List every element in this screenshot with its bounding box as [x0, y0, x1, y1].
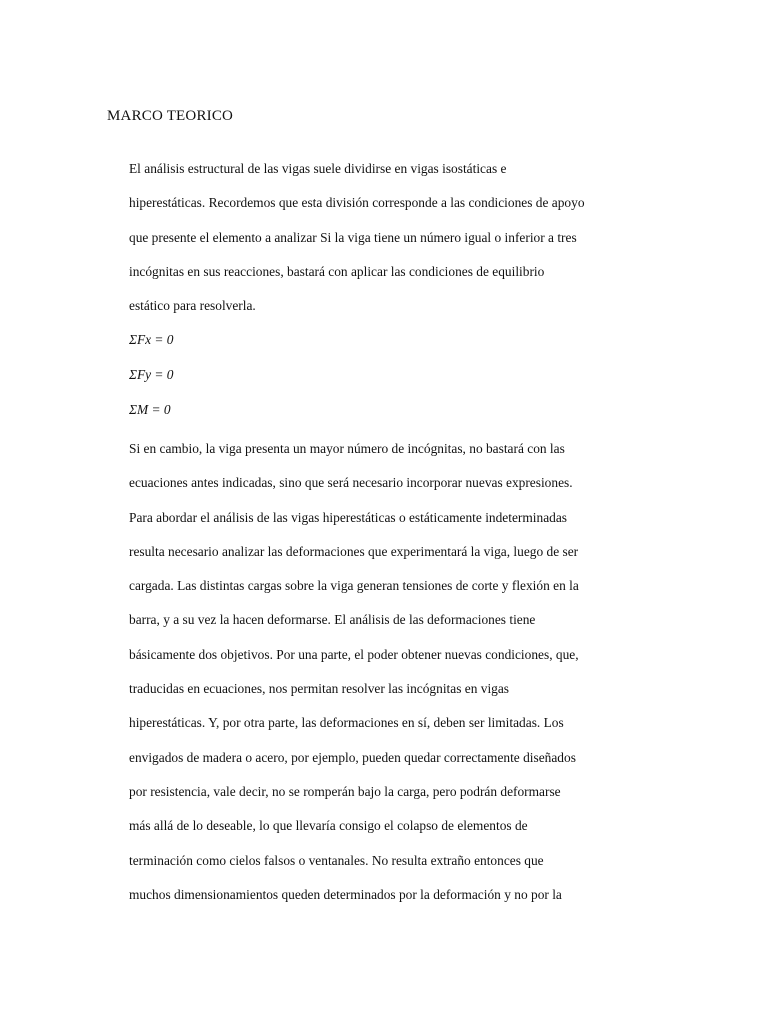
text-line: más allá de lo deseable, lo que llevaría consigo el colapso de elementos de [129, 818, 528, 834]
text-line: barra, y a su vez la hacen deformarse. El análisis de las deformaciones tiene [129, 612, 536, 628]
text-line: Para abordar el análisis de las vigas hiperestáticas o estáticamente indeterminadas [129, 509, 568, 525]
formula-sum-fx: ΣFx = 0 [129, 332, 174, 347]
text-line: estático para resolverla. [129, 298, 256, 314]
formula-sum-m: ΣM = 0 [129, 402, 171, 417]
text-line: que presente el elemento a analizar Si la viga tiene un número igual o inferior a tres [129, 229, 577, 245]
text-line: ecuaciones antes indicadas, sino que será necesario incorporar nuevas expresiones. [129, 475, 573, 491]
text-line: incógnitas en sus reacciones, bastará con aplicar las condiciones de equilibrio [129, 263, 545, 279]
text-line: El análisis estructural de las vigas suele dividirse en vigas isostáticas e [129, 161, 507, 176]
formula-sum-fy: ΣFy = 0 [129, 367, 174, 382]
text-line: hiperestáticas. Recordemos que esta división corresponde a las condiciones de apoyo [129, 195, 585, 211]
text-line: Si en cambio, la viga presenta un mayor número de incógnitas, no bastará con las [129, 441, 565, 456]
text-line: básicamente dos objetivos. Por una parte, el poder obtener nuevas condiciones, que, [129, 646, 579, 662]
text-line: terminación como cielos falsos o ventanales. No resulta extraño entonces que [129, 852, 544, 868]
paragraph-intro [129, 152, 649, 323]
text-line: traducidas en ecuaciones, nos permitan resolver las incógnitas en vigas [129, 681, 510, 697]
text-line: por resistencia, vale decir, no se romperán bajo la carga, pero podrán deformarse [129, 783, 561, 799]
text-line: hiperestáticas. Y, por otra parte, las deformaciones en sí, deben ser limitadas. Los [129, 715, 564, 731]
text-line: muchos dimensionamientos queden determinados por la deformación y no por la [129, 886, 562, 902]
text-line: cargada. Las distintas cargas sobre la viga generan tensiones de corte y flexión en la [129, 578, 579, 594]
page-title: MARCO TEORICO [107, 108, 234, 124]
paragraph-hyperstatic [129, 432, 649, 912]
text-line: envigados de madera o acero, por ejemplo, pueden quedar correctamente diseñados [129, 749, 576, 765]
text-line: resulta necesario analizar las deformaciones que experimentará la viga, luego de ser [129, 543, 579, 559]
